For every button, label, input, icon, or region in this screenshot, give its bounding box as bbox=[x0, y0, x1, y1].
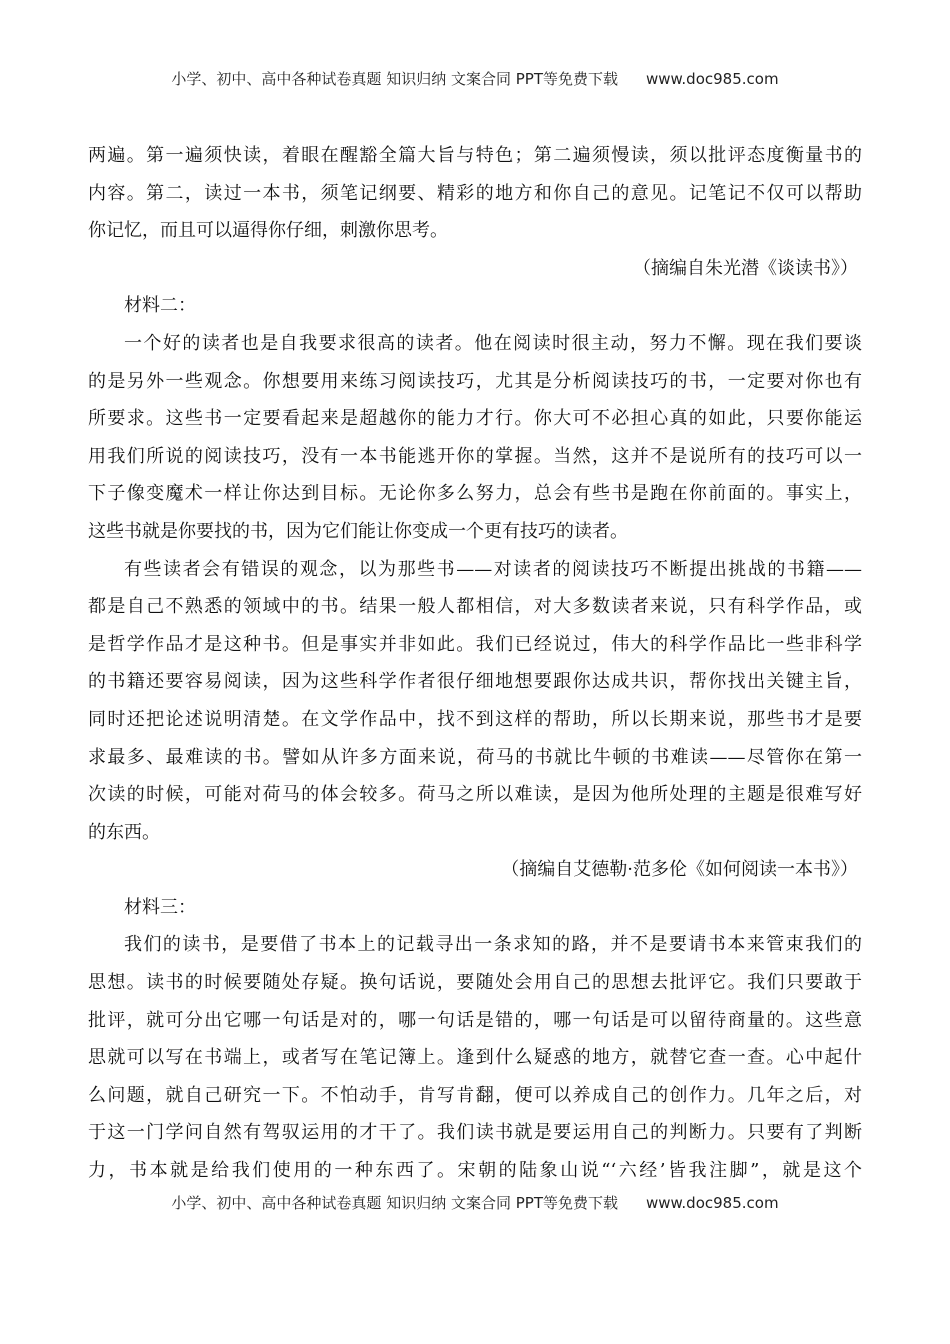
text-line: 所要求。这些书一定要看起来是超越你的能力才行。你大可不必担心真的如此，只要你能运 bbox=[88, 408, 862, 430]
header-site-link[interactable]: www.doc985.com bbox=[645, 70, 779, 88]
text-line: 你记忆，而且可以逼得你仔细，刺激你思考。 bbox=[88, 220, 448, 242]
text-line: 的是另外一些观念。你想要用来练习阅读技巧，尤其是分析阅读技巧的书，一定要对你也有 bbox=[88, 370, 862, 392]
text-line: 用我们所说的阅读技巧，没有一本书能逃开你的掌握。当然，这并不是说所有的技巧可以一 bbox=[88, 445, 862, 467]
text-line: 求最多、最难读的书。譬如从许多方面来说，荷马的书就比牛顿的书难读——尽管你在第一 bbox=[88, 746, 862, 768]
text-line: 一个好的读者也是自我要求很高的读者。他在阅读时很主动，努力不懈。现在我们要谈 bbox=[124, 332, 862, 354]
page-footer bbox=[0, 1192, 950, 1213]
text-line: 批评，就可分出它哪一句话是对的，哪一句话是错的，哪一句话是可以留待商量的。这些意 bbox=[88, 1009, 862, 1031]
section-heading: 材料三： bbox=[124, 896, 196, 918]
header-text: 小学、初中、高中各种试卷真题 知识归纳 文案合同 PPT等免费下载 bbox=[171, 70, 618, 88]
text-line: 我们的读书，是要借了书本上的记载寻出一条求知的路，并不是要请书本来管束我们的 bbox=[124, 934, 862, 956]
text-line: 么问题，就自己研究一下。不怕动手，肯写肯翻，便可以养成自己的创作力。几年之后，对 bbox=[88, 1084, 862, 1106]
footer-text: 小学、初中、高中各种试卷真题 知识归纳 文案合同 PPT等免费下载 bbox=[171, 1194, 618, 1212]
text-line: 的书籍还要容易阅读，因为这些科学作者很仔细地想要跟你达成共识，帮你找出关键主旨， bbox=[88, 671, 862, 693]
text-line: 这些书就是你要找的书，因为它们能让你变成一个更有技巧的读者。 bbox=[88, 520, 628, 542]
footer-site-link[interactable]: www.doc985.com bbox=[645, 1194, 779, 1212]
text-line: 下子像变魔术一样让你达到目标。无论你多么努力，总会有些书是跑在你前面的。事实上， bbox=[88, 483, 862, 505]
text-line: 都是自己不熟悉的领域中的书。结果一般人都相信，对大多数读者来说，只有科学作品，或 bbox=[88, 596, 862, 618]
section-heading: 材料二： bbox=[124, 295, 196, 317]
document-body bbox=[88, 137, 862, 1190]
text-line: 思就可以写在书端上，或者写在笔记簿上。逢到什么疑惑的地方，就替它查一查。心中起什 bbox=[88, 1047, 862, 1069]
text-line: 次读的时候，可能对荷马的体会较多。荷马之所以难读，是因为他所处理的主题是很难写好 bbox=[88, 784, 862, 806]
text-line: 于这一门学问自然有驾驭运用的才干了。我们读书就是要运用自己的判断力。只要有了判断 bbox=[88, 1122, 862, 1144]
source-citation: （摘编自艾德勒·范多伦《如何阅读一本书》） bbox=[501, 859, 858, 881]
text-line: 思想。读书的时候要随处存疑。换句话说，要随处会用自己的思想去批评它。我们只要敢于 bbox=[88, 972, 862, 994]
page-header bbox=[0, 68, 950, 89]
text-line: 有些读者会有错误的观念，以为那些书——对读者的阅读技巧不断提出挑战的书籍—— bbox=[124, 558, 862, 580]
source-citation: （摘编自朱光潜《谈读书》） bbox=[633, 257, 858, 279]
text-line: 是哲学作品才是这种书。但是事实并非如此。我们已经说过，伟大的科学作品比一些非科学 bbox=[88, 633, 862, 655]
text-line: 力，书本就是给我们使用的一种东西了。宋朝的陆象山说“‘六经’皆我注脚”，就是这个 bbox=[88, 1160, 863, 1182]
text-line: 内容。第二，读过一本书，须笔记纲要、精彩的地方和你自己的意见。记笔记不仅可以帮助 bbox=[88, 182, 862, 204]
text-line: 两遍。第一遍须快读，着眼在醒豁全篇大旨与特色；第二遍须慢读，须以批评态度衡量书的 bbox=[88, 145, 862, 166]
text-line: 同时还把论述说明清楚。在文学作品中，找不到这样的帮助，所以长期来说，那些书才是要 bbox=[88, 708, 862, 730]
text-line: 的东西。 bbox=[88, 821, 160, 843]
